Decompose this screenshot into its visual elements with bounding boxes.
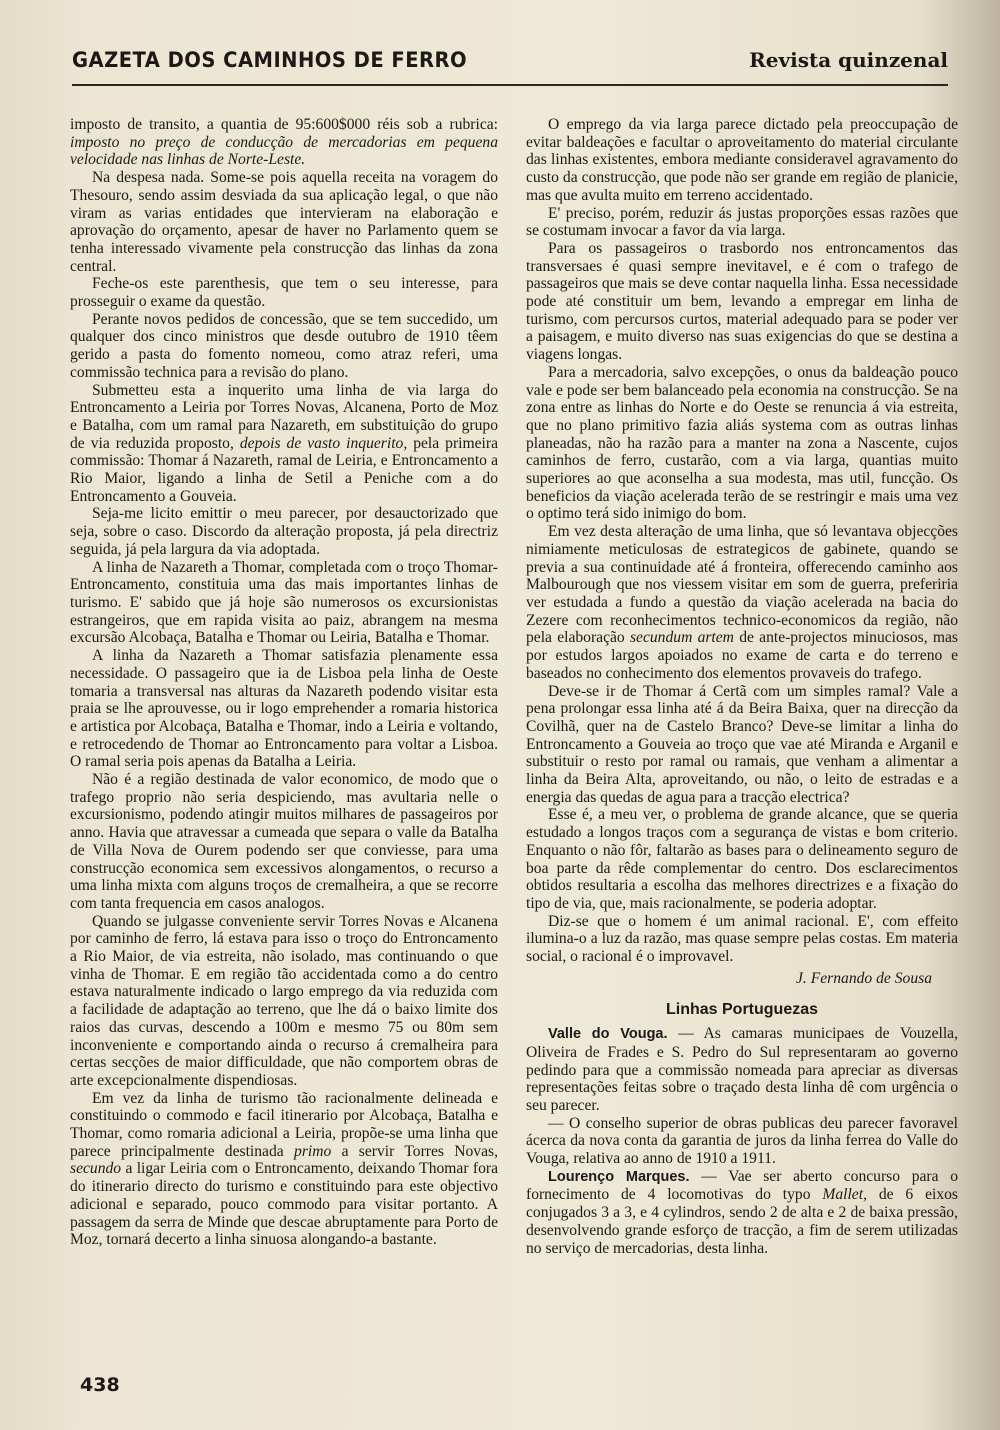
section-heading: Linhas Portuguezas — [665, 1001, 819, 1019]
paragraph: Diz-se que o homem é um animal racional. E', com effeito ilumina-o a luz da razão, mas quase sempre pelas costas. Em materia social, o racional é o improvavel. — [526, 912, 958, 966]
publication-title: GAZETA DOS CAMINHOS DE FERRO — [72, 48, 468, 72]
paragraph: Feche-os este parenthesis, que tem o seu interesse, para prosseguir o exame da questão. — [70, 275, 498, 311]
page-number: 438 — [80, 1374, 120, 1396]
paragraph: Deve-se ir de Thomar á Certã com um simples ramal? Vale a pena prolongar essa linha até á da Beira Baixa, quer na direcção da Covilhã, quer na de Castelo Branco? Deve-se limitar a linha do Entroncamento a Gouveia ao troço que vae até Miranda e Arganil e substituir o resto por ramal ou ramais, que venham a alimentar a linha da Beira Alta, aproveitando, ou não, o leito de estradas e a energia das quedas de agua para a tracção electrica? — [526, 682, 958, 806]
paragraph: A linha da Nazareth a Thomar satisfazia plenamente essa necessidade. O passageiro que ia de Lisboa pela linha de Oeste tomaria a transversal nas alturas da Nazareth podendo visitar esta praia se lhe aprouvesse, ou ir logo emprehender a romaria historica e artistica por Alcobaça, Batalha e Thomar, indo a Leiria e voltando, e retrocedendo de Thomar ao Entroncamento para voltar a Lisboa. O ramal seria pois apenas da Batalha a Leiria. — [70, 647, 498, 771]
entry-heading: Lourenço Marques. — [548, 1168, 690, 1185]
publication-subtitle: Revista quinzenal — [749, 48, 948, 72]
author-signature: J. Fernando de Sousa — [796, 969, 932, 987]
paragraph: Na despesa nada. Some-se pois aquella receita na voragem do Thesouro, sendo assim desviada da sua aplicação legal, o que não viram as varias entidades que intervieram na elaboração e aprovação do orçamento, apesar de haver no Parlamento quem se tenha interessado vivamente pela construcção das linhas da zona central. — [70, 169, 498, 275]
paragraph: Para a mercadoria, salvo excepções, o onus da baldeação pouco vale e pode ser bem balanceado pela economia na construcção. Se na zona entre as linhas do Norte e do Oeste se renuncia á via estreita, que no plano primitivo fazia aliás systema com as outras linhas planeadas, não ha razão para a manter na zona a Nascente, cujos caminhos de ferro, custarão, com a via larga, quantias muito superiores ao que aconselha a sua modesta, mas util, funcção. Os beneficios da viação acelerada terão de se restringir e mais uma vez o optimo terá sido inimigo do bom. — [526, 363, 958, 523]
paragraph: Seja-me licito emittir o meu parecer, por desauctorizado que seja, sobre o caso. Discordo da alteração proposta, já pela directriz seguida, já pela largura da via adoptada. — [70, 505, 498, 558]
left-column — [70, 116, 498, 1249]
paragraph: Não é a região destinada de valor economico, de modo que o trafego proprio não seria despiciendo, mas avultaria nelle o excursionismo, podendo atingir muitos milhares de passageiros por anno. Havia que atravessar a cumeada que separa o valle da Batalha de Villa Nova de Ourem podendo ser que conviesse, para uma construcção economica sem excessivos alongamentos, o recurso a uma linha mixta com alguns troços de cremalheira, a que se recorre com tanta frequencia em casos analogos. — [70, 771, 498, 912]
news-entry: — O conselho superior de obras publicas deu parecer favoravel ácerca da nova conta da garantia de juros da linha ferrea do Valle do Vouga, relativa ao anno de 1910 a 1911. — [526, 1114, 958, 1168]
paragraph: Esse é, a meu ver, o problema de grande alcance, que se queria estudado a longos traços com a segurança de vistas e bom criterio. Enquanto o não fôr, faltarão as bases para o delineamento seguro de boa parte da rêde complementar do centro. Dos esclarecimentos obtidos resultaria a escolha das melhores directrizes e a fixação do tipo de via, que, mais racionalmente, se poderia adoptar. — [526, 806, 958, 912]
paragraph: A linha de Nazareth a Thomar, completada com o troço Thomar-Entroncamento, constituia uma das mais importantes linhas de turismo. E' sabido que já hoje são numerosos os excursionistas estrangeiros, que em rapida visita ao paiz, abrangem na mesma excursão Alcobaça, Batalha e Thomar ou Leiria, Batalha e Thomar. — [70, 558, 498, 647]
paragraph: Em vez desta alteração de uma linha, que só levantava objecções nimiamente meticulosas de estrategicos de gabinete, quando se previa a sua continuidade até á fronteira, offerecendo caminho aos Malbourough que nos viessem visitar em som de guerra, preferiria ver estudada a fundo a questão da viação acelerada na bacia do Zezere com reconhecimentos technico-economicos da região, não pela elaboração secundum artem de ante-projectos minuciosos, mas por estudos largos apoiados no exame de carta e do terreno e baseados no conhecimento dos elementos provaveis do trafego. — [526, 523, 958, 682]
paragraph: E' preciso, porém, reduzir ás justas proporções essas razões que se costumam invocar a favor da via larga. — [526, 204, 958, 240]
page-header — [72, 48, 948, 86]
right-column — [526, 116, 958, 1257]
paragraph: Para os passageiros o trasbordo nos entroncamentos das transversaes é quasi sempre inevitavel, e é com o trafego de passageiros que mais se deve contar naquella linha. Essa necessidade pode até constituir um bem, levando a empregar em linha de turismo, com percursos curtos, material adequado para se poder ver a paisagem, e muito diverso nas suas exigencias do que se destina a viagens longas. — [526, 239, 958, 364]
paragraph: imposto de transito, a quantia de 95:600$000 réis sob a rubrica: imposto no preço de conducção de mercadorias em pequena velocidade nas linhas de Norte-Leste. — [70, 116, 498, 169]
paragraph: O emprego da via larga parece dictado pela preoccupação de evitar baldeações e facultar o aproveitamento do material circulante das linhas existentes, embora mediante consideravel agravamento do custo da construcção, que pode não ser grande em região de planicie, mas que avulta muito em terreno accidentado. — [526, 116, 958, 204]
news-entry: Lourenço Marques. — Vae ser aberto concurso para o fornecimento de 4 locomotivas do typo Mallet, de 6 eixos conjugados 3 a 3, e 4 cylindros, sendo 2 de alta e 2 de baixa pressão, desenvolvendo grande esforço de tracção, a fim de serem utilizadas no serviço de mercadorias, desta linha. — [526, 1167, 958, 1257]
paragraph: Submetteu esta a inquerito uma linha de via larga do Entroncamento a Leiria por Torres Novas, Alcanena, Porto de Moz e Batalha, com um ramal para Nazareth, em substituição do grupo de via reduzida proposto, depois de vasto inquerito, pela primeira commissão: Thomar á Nazareth, ramal de Leiria, e Entroncamento a Rio Maior, ligando a linha de Setil a Peniche com a do Entroncamento a Gouveia. — [70, 381, 498, 505]
paragraph: Perante novos pedidos de concessão, que se tem succedido, um qualquer dos cinco ministros que desde outubro de 1910 têem gerido a pasta do fomento nomeou, como atraz referi, uma commissão technica para a revisão do plano. — [70, 310, 498, 381]
paragraph: Quando se julgasse conveniente servir Torres Novas e Alcanena por caminho de ferro, lá estava para isso o troço do Entroncamento a Rio Maior, de via estreita, não isolado, mas continuando o que vinha de Thomar. E em região tão accidentada como a do centro estava naturalmente indicado o largo emprego da via reduzida com a facilidade de adaptação ao terreno, que lhe dá o baixo limite dos raios das curvas, descendo a 100m e mesmo 75 ou 80m sem inconveniente e comportando ainda o recurso á cremalheira para certas secções de maior difficuldade, que não comportem obras de arte excepcionalmente dispendiosas. — [70, 912, 498, 1089]
paragraph: Em vez da linha de turismo tão racionalmente delineada e constituindo o commodo e facil itinerario por Alcobaça, Batalha e Thomar, como romaria adicional a Leiria, propõe-se uma linha que parece principalmente destinada primo a servir Torres Novas, secundo a ligar Leiria com o Entroncamento, deixando Thomar fora do itinerario directo do turismo e constituindo para este objectivo adicional e separado, pouco commodo para visitar portanto. A passagem da serra de Minde que descae abruptamente para Porto de Moz, tornará decerto a linha sinuosa alongando-a bastante. — [70, 1089, 498, 1249]
news-entry: Valle do Vouga. — As camaras municipaes de Vouzella, Oliveira de Frades e S. Pedro do Sul representaram ao governo pedindo para que a commissão nomeada para apreciar as diversas representações feitas sobre o traçado desta linha dê com urgência o seu parecer. — [526, 1025, 958, 1114]
entry-heading: Valle do Vouga. — [548, 1026, 668, 1043]
